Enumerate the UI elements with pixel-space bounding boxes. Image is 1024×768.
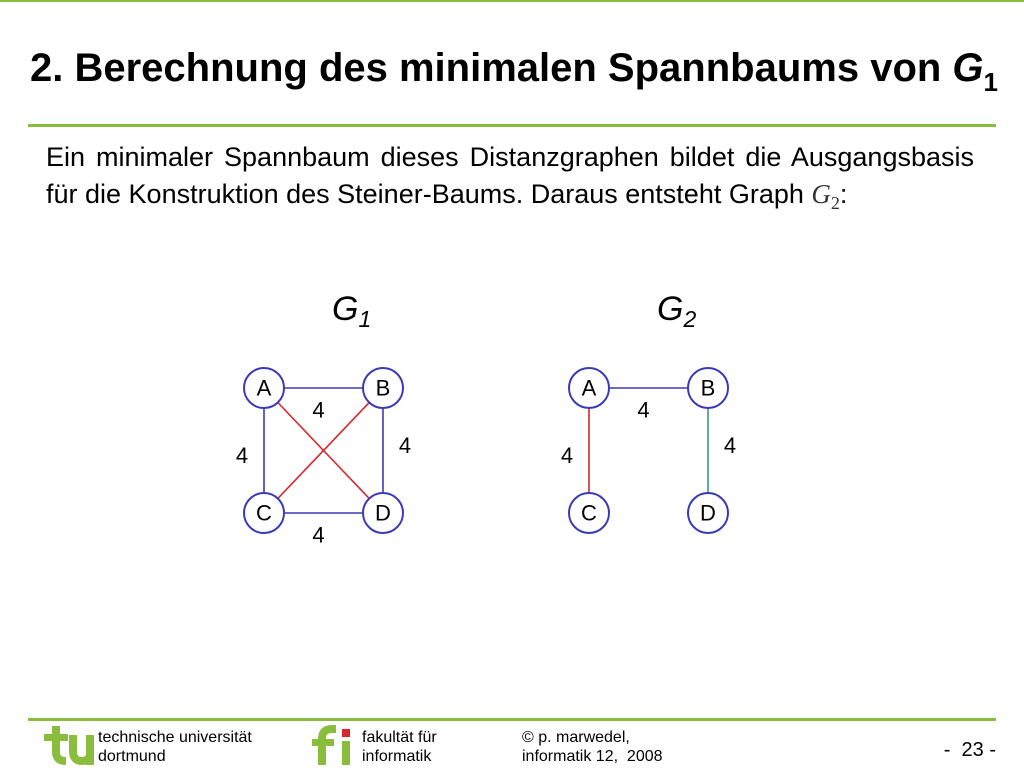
node-A <box>569 368 609 408</box>
node-label-D: D <box>700 500 716 526</box>
graph-title-g1-subscript: 1 <box>358 306 372 332</box>
intro-line-end: : <box>839 179 848 209</box>
top-accent-line <box>0 0 1024 2</box>
graph-title-g2-subscript: 2 <box>683 306 697 332</box>
copyright-line-1: © p. marwedel, <box>522 729 630 746</box>
university-name-line-1: technische universität <box>98 729 252 746</box>
node-A <box>244 368 284 408</box>
title-divider <box>28 124 996 127</box>
logo-letter-f-crossbar <box>312 739 334 746</box>
node-label-D: D <box>375 500 391 526</box>
university-name-line-2: dortmund <box>98 748 166 765</box>
graph-title-g2 <box>657 289 696 332</box>
intro-line-2 <box>46 176 974 216</box>
logo-letter-t-stem <box>56 726 66 761</box>
logo-letter-i-stem <box>342 741 350 765</box>
logo-letter-t-crossbar <box>44 734 68 741</box>
edge-weight-A-B: 4 <box>637 397 650 423</box>
edge-weight-B-D: 4 <box>398 433 412 458</box>
intro-graph-subscript: 2 <box>830 193 840 213</box>
node-B <box>688 368 728 408</box>
edge-weight-A-C: 4 <box>560 443 574 468</box>
graph-title-g1-variable: G <box>332 290 359 328</box>
graph-g2 <box>545 360 755 560</box>
edge-weight-A-B: 4 <box>312 397 325 423</box>
node-label-C: C <box>581 500 597 526</box>
graph-title-g2-variable: G <box>657 290 684 328</box>
node-label-A: A <box>256 375 272 401</box>
copyright-note <box>522 728 663 766</box>
logo-letter-f-stem <box>322 729 336 765</box>
node-C <box>244 493 284 533</box>
edge-weight-B-D: 4 <box>723 433 737 458</box>
intro-line-2-text: für die Konstruktion des Steiner-Baums. Daraus entsteht Graph <box>46 179 812 209</box>
slide-title-text: 2. Berechnung des minimalen Spannbaums von <box>30 46 953 90</box>
edge-weight-A-C: 4 <box>235 443 249 468</box>
node-label-B: B <box>700 375 716 401</box>
node-D <box>688 493 728 533</box>
faculty-name-line-2: informatik <box>362 748 432 765</box>
graph-title-g1 <box>332 289 371 332</box>
faculty-logo <box>308 724 356 768</box>
faculty-name <box>362 728 437 766</box>
slide-title-variable: G <box>952 46 984 90</box>
graph-g1 <box>220 360 430 560</box>
footer-divider <box>28 718 996 721</box>
copyright-line-2: informatik 12, 2008 <box>522 748 663 765</box>
edge-weight-C-D: 4 <box>312 522 325 548</box>
faculty-name-line-1: fakultät für <box>362 729 437 746</box>
node-label-B: B <box>375 375 391 401</box>
node-label-C: C <box>256 500 272 526</box>
node-B <box>363 368 403 408</box>
slide-title-subscript: 1 <box>983 67 999 97</box>
node-label-A: A <box>581 375 597 401</box>
node-C <box>569 493 609 533</box>
page-number: - 23 - <box>943 739 996 761</box>
node-D <box>363 493 403 533</box>
logo-letter-i-dot <box>342 729 350 737</box>
graph-nodes <box>569 368 728 533</box>
university-name <box>98 728 252 766</box>
slide-title <box>30 45 998 95</box>
tu-dortmund-logo <box>40 724 96 768</box>
intro-line-1: Ein minimaler Spannbaum dieses Distanzgraphen bildet die Ausgangsbasis <box>46 142 974 172</box>
logo-letter-u-stem <box>86 735 94 765</box>
intro-graph-variable: G <box>811 179 831 209</box>
